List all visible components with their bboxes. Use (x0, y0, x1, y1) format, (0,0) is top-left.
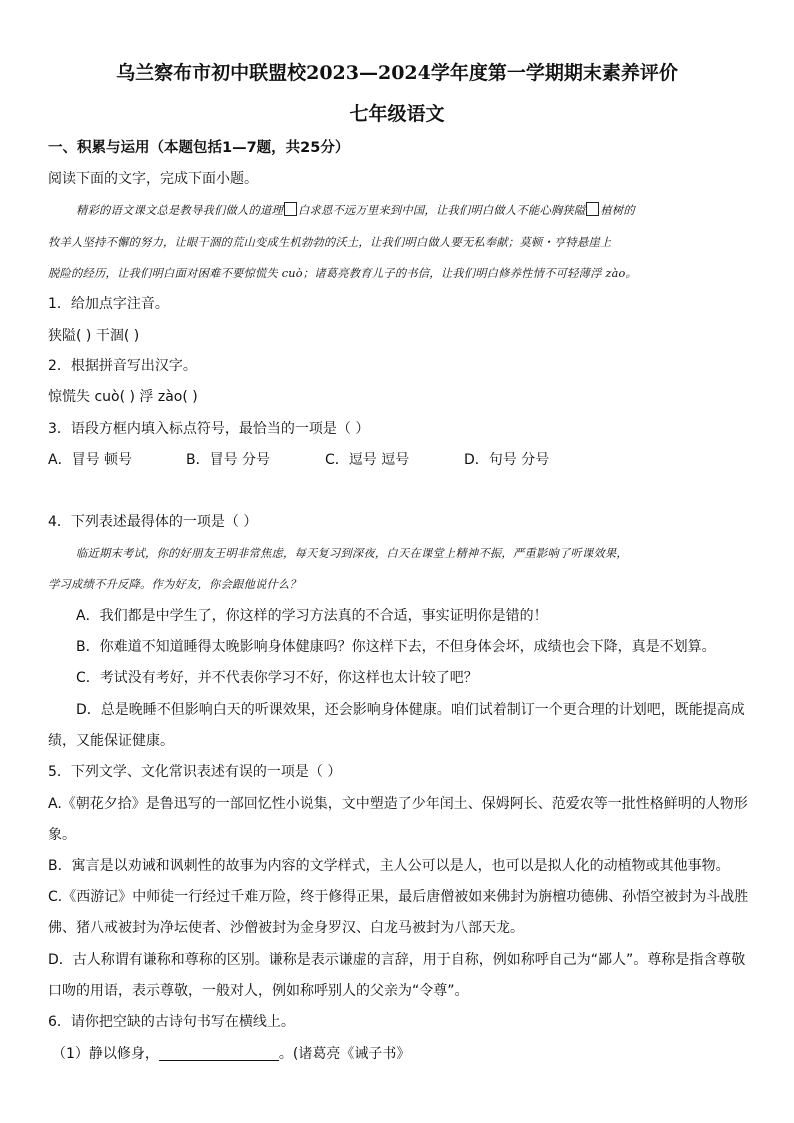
reading-instruction: 阅读下面的文字，完成下面小题。 (48, 171, 258, 187)
passage-text: 精彩的语文课文总是教导我们做人的道理 (76, 204, 283, 217)
q5-option-a-line-1: A.《朝花夕拾》是鲁迅写的一部回忆性小说集，文中塑造了少年闰土、保姆阿长、范爱农等一批性格鲜明的人物形 (48, 796, 748, 812)
q4-option-d-line-2: 绩，又能保证健康。 (48, 733, 174, 749)
option-b: B．冒号 分号 (186, 452, 271, 468)
q5-option-d-line-1: D．古人称谓有谦称和尊称的区别。谦称是表示谦虚的言辞，用于自称，例如称呼自己为“鄙人”。尊称是指含尊敬 (48, 952, 746, 968)
question-6: 6．请你把空缺的古诗句书写在横线上。 (48, 1014, 295, 1030)
q5-option-a-line-2: 象。 (48, 827, 76, 843)
q5-option-d-line-2: 口吻的用语，表示尊敬，一般对人，例如称呼别人的父亲为“令尊”。 (48, 983, 469, 999)
question-2-answer: 惊慌失 cuò( ) 浮 zào( ) (48, 389, 198, 405)
passage-line-3: 脱险的经历，让我们明白面对困难不要惊慌失 cuò；诸葛亮教育儿子的书信，让我们明白修养性情不可轻薄浮 zào。 (48, 267, 638, 280)
q4-option-d-line-1: D．总是晚睡不但影响白天的听课效果，还会影响身体健康。咱们试着制订一个更合理的计划吧，既能提高成 (76, 702, 745, 718)
question-3: 3．语段方框内填入标点符号，最恰当的一项是（ ） (48, 421, 370, 437)
option-c: C．逗号 逗号 (325, 452, 410, 468)
q5-option-b: B．寓言是以劝诫和讽刺性的故事为内容的文学样式，主人公可以是人，也可以是拟人化的动植物或其他事物。 (48, 858, 730, 874)
q4-option-a: A．我们都是中学生了，你这样的学习方法真的不合适，事实证明你是错的！ (76, 608, 548, 624)
option-a: A．冒号 顿号 (48, 452, 133, 468)
question-1: 1．给加点字注音。 (48, 296, 169, 312)
question-5: 5．下列文学、文化常识表述有误的一项是（ ） (48, 764, 342, 780)
q6-item-1-prefix: （1）静以修身， (52, 1046, 159, 1062)
question-3-options (48, 451, 549, 469)
q6-item-1 (52, 1045, 410, 1063)
passage-text: 白求恩不远万里来到中国，让我们明白做人不能心胸狭隘 (297, 204, 586, 217)
question-1-answer: 狭隘( ) 干涸( ) (48, 328, 140, 344)
question-4: 4．下列表述最得体的一项是（ ） (48, 514, 258, 530)
exam-subtitle: 七年级语文 (349, 103, 445, 125)
option-d: D．句号 分号 (464, 452, 550, 468)
q6-answer-blank[interactable] (159, 1046, 279, 1061)
passage-line-2: 牧羊人坚持不懈的努力，让眼干涸的荒山变成生机勃勃的沃土，让我们明白做人要无私奉献；莫顿・亨特悬崖上 (48, 236, 612, 249)
punctuation-box-1 (284, 202, 297, 216)
q4-context-line-2: 学习成绩不升反降。作为好友，你会跟他说什么？ (48, 578, 301, 591)
q4-option-b: B．你难道不知道睡得太晚影响身体健康吗？你这样下去，不但身体会坏，成绩也会下降，真是不划算。 (76, 639, 716, 655)
passage-text: 植树的 (600, 204, 635, 217)
passage-line-1 (76, 202, 635, 220)
section-heading: 一、积累与运用（本题包括1—7题，共25分） (48, 140, 350, 156)
q4-option-c: C．考试没有考好，并不代表你学习不好，你这样也太计较了吧？ (76, 670, 478, 686)
exam-title: 乌兰察布市初中联盟校2023—2024学年度第一学期期末素养评价 (116, 62, 678, 84)
q4-context-line-1: 临近期末考试，你的好朋友王明非常焦虑，每天复习到深夜，白天在课堂上精神不振，严重影响了听课效果， (76, 547, 628, 560)
q5-option-c-line-1: C.《西游记》中师徒一行经过千难万险，终于修得正果，最后唐僧被如来佛封为旃檀功德佛、孙悟空被封为斗战胜 (48, 889, 749, 905)
q6-item-1-source: 。(诸葛亮《诫子书》 (278, 1046, 411, 1062)
q5-option-c-line-2: 佛、猪八戒被封为净坛使者、沙僧被封为金身罗汉、白龙马被封为八部天龙。 (48, 920, 524, 936)
question-2: 2．根据拼音写出汉字。 (48, 358, 197, 374)
punctuation-box-2 (586, 202, 599, 216)
